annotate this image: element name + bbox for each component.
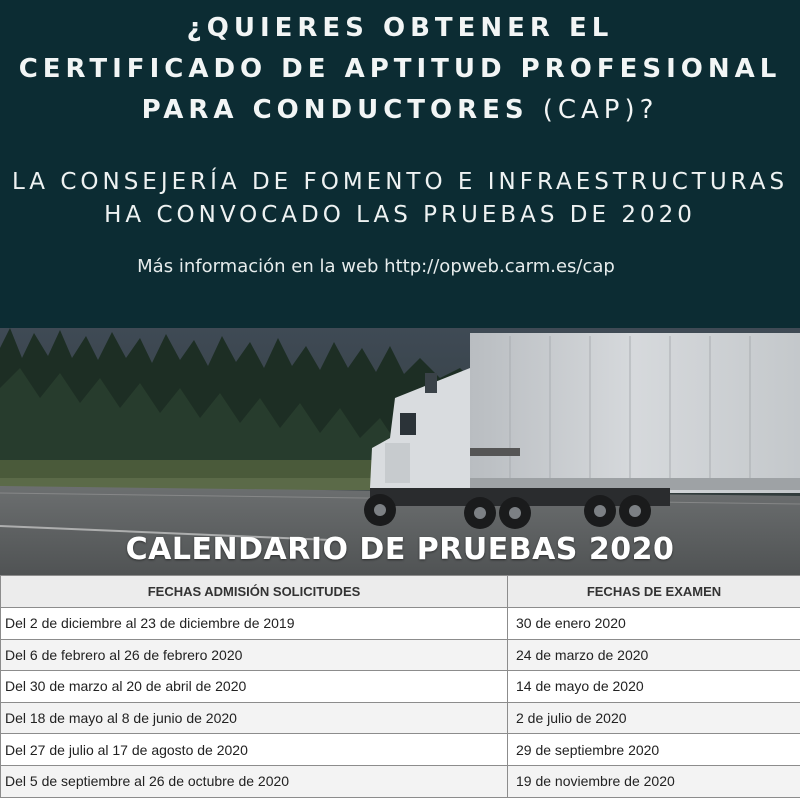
announcement <box>0 166 800 232</box>
exam-date: 14 de mayo de 2020 <box>508 671 800 703</box>
table-row <box>1 734 800 766</box>
admission-dates: Del 2 de diciembre al 23 de diciembre de 2019 <box>1 608 508 640</box>
headline-line-2: CERTIFICADO DE APTITUD PROFESIONAL <box>18 54 782 84</box>
calendar-title: CALENDARIO DE PRUEBAS 2020 <box>125 532 675 567</box>
admission-dates: Del 6 de febrero al 26 de febrero 2020 <box>1 639 508 671</box>
admission-dates: Del 27 de julio al 17 de agosto de 2020 <box>1 734 508 766</box>
table-header-row <box>1 576 800 608</box>
table-row <box>1 765 800 797</box>
announcement-line-1: LA CONSEJERÍA DE FOMENTO E INFRAESTRUCTURAS <box>11 169 789 195</box>
headline-cap-abbrev: (CAP)? <box>542 95 659 125</box>
admission-dates: Del 5 de septiembre al 26 de octubre de 2020 <box>1 765 508 797</box>
admission-dates: Del 18 de mayo al 8 de junio de 2020 <box>1 702 508 734</box>
exam-date: 30 de enero 2020 <box>508 608 800 640</box>
headline-line-3 <box>0 90 800 131</box>
exam-date: 29 de septiembre 2020 <box>508 734 800 766</box>
column-header-admission: FECHAS ADMISIÓN SOLICITUDES <box>1 576 508 608</box>
table-row <box>1 702 800 734</box>
more-info-text: Más información en la web http://opweb.carm.es/cap <box>137 256 615 277</box>
admission-dates: Del 30 de marzo al 20 de abril de 2020 <box>1 671 508 703</box>
table-row <box>1 671 800 703</box>
exam-date: 24 de marzo de 2020 <box>508 639 800 671</box>
table-row <box>1 639 800 671</box>
announcement-line-2: HA CONVOCADO LAS PRUEBAS DE 2020 <box>104 202 696 228</box>
headline <box>0 8 800 131</box>
calendar-table <box>0 575 800 798</box>
exam-date: 2 de julio de 2020 <box>508 702 800 734</box>
exam-date: 19 de noviembre de 2020 <box>508 765 800 797</box>
headline-line-1: ¿QUIERES OBTENER EL <box>186 13 614 43</box>
column-header-exam: FECHAS DE EXAMEN <box>508 576 800 608</box>
table-row <box>1 608 800 640</box>
calendar-table-container <box>0 575 800 800</box>
header-band <box>0 0 800 328</box>
headline-line-3-main: PARA CONDUCTORES <box>141 95 529 125</box>
